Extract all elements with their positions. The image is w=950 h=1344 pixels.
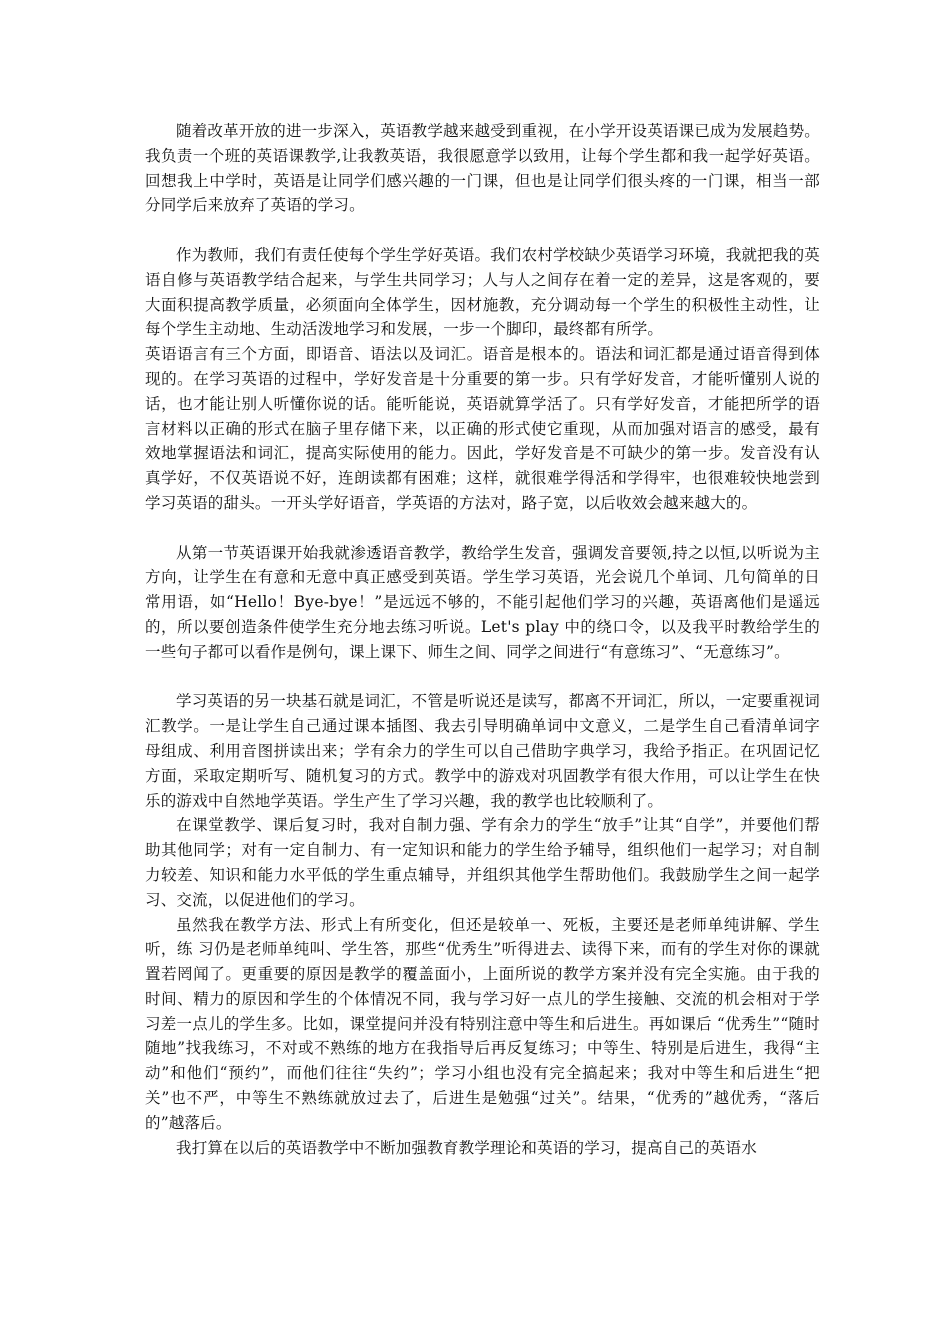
paragraph-phonetics-teaching: 从第一节英语课开始我就渗透语音教学，教给学生发音，强调发音要领,持之以恒,以听说为主方向，让学生在有意和无意中真正感受到英语。学生学习英语，光会说几个单词、几句简单的日常用语，如“Hello！Bye-bye！”是远远不够的，不能引起他们学习的兴趣，英语离他们是遥远的，所以要创造条件使学生充分地去练习听说。Let's play 中的绕口令，以及我平时教给学生的一些句子都可以看作是例句，课上课下、师生之间、同学之间进行“有意练习”、“无意练习”。 — [145, 543, 820, 661]
document-page — [145, 119, 820, 1160]
paragraph-intro: 随着改革开放的进一步深入，英语教学越来越受到重视，在小学开设英语课已成为发展趋势。我负责一个班的英语课教学,让我教英语，我很愿意学以致用，让每个学生都和我一起学好英语。回想我上中学时，英语是让同学们感兴趣的一门课，但也是让同学们很头疼的一门课，相当一部分同学后来放弃了英语的学习。 — [145, 122, 820, 215]
paragraph-classroom-review: 在课堂教学、课后复习时，我对自制力强、学有余力的学生“放手”让其“自学”，并要他们帮助其他同学；对有一定自制力、有一定知识和能力的学生给予辅导，组织他们一起学习；对自制力较差、知识和能力水平低的学生重点辅导，并组织其他学生帮助他们。我鼓励学生之间一起学习、交流，以促进他们的学习。 — [145, 816, 820, 909]
paragraph-vocabulary: 学习英语的另一块基石就是词汇，不管是听说还是读写，都离不开词汇，所以，一定要重视词汇教学。一是让学生自己通过课本插图、我去引导明确单词中文意义，二是学生自己看清单词字母组成、利用音图拼读出来；学有余力的学生可以自己借助字典学习，我给予指正。在巩固记忆方面，采取定期听写、随机复习的方式。教学中的游戏对巩固教学有很大作用，可以让学生在快乐的游戏中自然地学英语。学生产生了学习兴趣，我的教学也比较顺利了。 — [145, 692, 820, 810]
paragraph-plan: 我打算在以后的英语教学中不断加强教育教学理论和英语的学习，提高自己的英语水 — [176, 1138, 757, 1157]
paragraph-teacher-responsibility: 作为教师，我们有责任使每个学生学好英语。我们农村学校缺少英语学习环境，我就把我的英语自修与英语教学结合起来，与学生共同学习；人与人之间存在着一定的差异，这是客观的，要大面积提高教学质量，必须面向全体学生，因材施教，充分调动每一个学生的积极性主动性，让每个学生主动地、生动活泼地学习和发展，一步一个脚印，最终都有所学。 — [145, 245, 820, 339]
paragraph-reflection: 虽然我在教学方法、形式上有所变化，但还是较单一、死板，主要还是老师单纯讲解、学生听，练 习仍是老师单纯叫、学生答，那些“优秀生”听得进去、读得下来，而有的学生对你的课就置若罔闻了。更重要的原因是教学的覆盖面小，上面所说的教学方案并没有完全实施。由于我的时间、精力的原因和学生的个体情况不同，我与学习好一点儿的学生接触、交流的机会相对于学习差一点儿的学生多。比如，课堂提问并没有特别注意中等生和后进生。再如课后 “优秀生”“随时随地”找我练习，不对或不熟练的地方在我指导后再反复练习；中等生、特别是后进生，我得“主动”和他们“预约”，而他们往往“失约”；学习小组也没有完全搞起来；我对中等生和后进生“把关”也不严，中等生不熟练就放过去了，后进生是勉强“过关”。结果，“优秀的”越优秀，“落后的”越落后。 — [145, 915, 820, 1132]
paragraph-pronunciation: 英语语言有三个方面，即语音、语法以及词汇。语音是根本的。语法和词汇都是通过语音得到体现的。在学习英语的过程中，学好发音是十分重要的第一步。只有学好发音，才能听懂别人说的话，也才能让别人听懂你说的话。能听能说，英语就算学活了。只有学好发音，才能把所学的语言材料以正确的形式在脑子里存储下来，以正确的形式使它重现，从而加强对语言的感受，最有效地掌握语法和词汇，提高实际使用的能力。因此，学好发音是不可缺少的第一步。发音没有认真学好，不仅英语说不好，连朗读都有困难；这样，就很难学得活和学得牢，也很难较快地尝到学习英语的甜头。一开头学好语音，学英语的方法对，路子宽，以后收效会越来越大的。 — [145, 345, 820, 512]
